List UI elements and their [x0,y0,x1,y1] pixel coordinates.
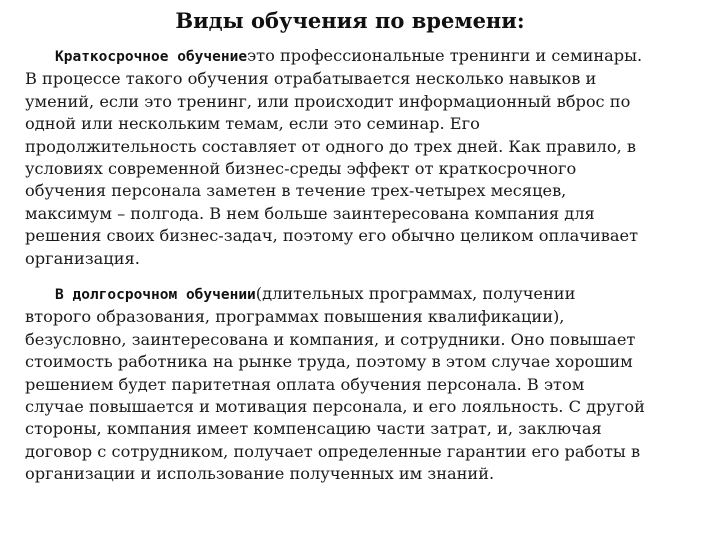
paragraph-short-term [25,45,645,270]
short-term-lead-term: Краткосрочное обучение [55,49,248,65]
paragraph-long-term [25,283,645,486]
short-term-body-text: это профессиональные тренинги и семинары. В процессе такого обучения отрабатывается несколько навыков и умений, если это тренинг, или происходит информационный вброс по одной или нескольким темам, если это семинар. Его продолжительность составляет от одного до трех дней. Как правило, в условиях современной бизнес-среды эффект от краткосрочного обучения персонала заметен в течение трех-четырех месяцев, максимум – полгода. В нем больше заинтересована компания для решения своих бизнес-задач, поэтому его обычно целиком оплачивает организация. [25,46,643,268]
long-term-lead-term: В долгосрочном обучении [55,287,256,303]
long-term-body-text: (длительных программах, получении второго образования, программах повышения квалификации), безусловно, заинтересована и компания, и сотрудники. Оно повышает стоимость работника на рынке труда, поэтому в этом случае хорошим решением будет паритетная оплата обучения персонала. В этом случае повышается и мотивация персонала, и его лояльность. С другой стороны, компания имеет компенсацию части затрат, и, заключая договор с сотрудником, получает определенные гарантии его работы в организации и использование полученных им знаний. [25,284,645,484]
slide-title: Виды обучения по времени: [175,8,525,33]
